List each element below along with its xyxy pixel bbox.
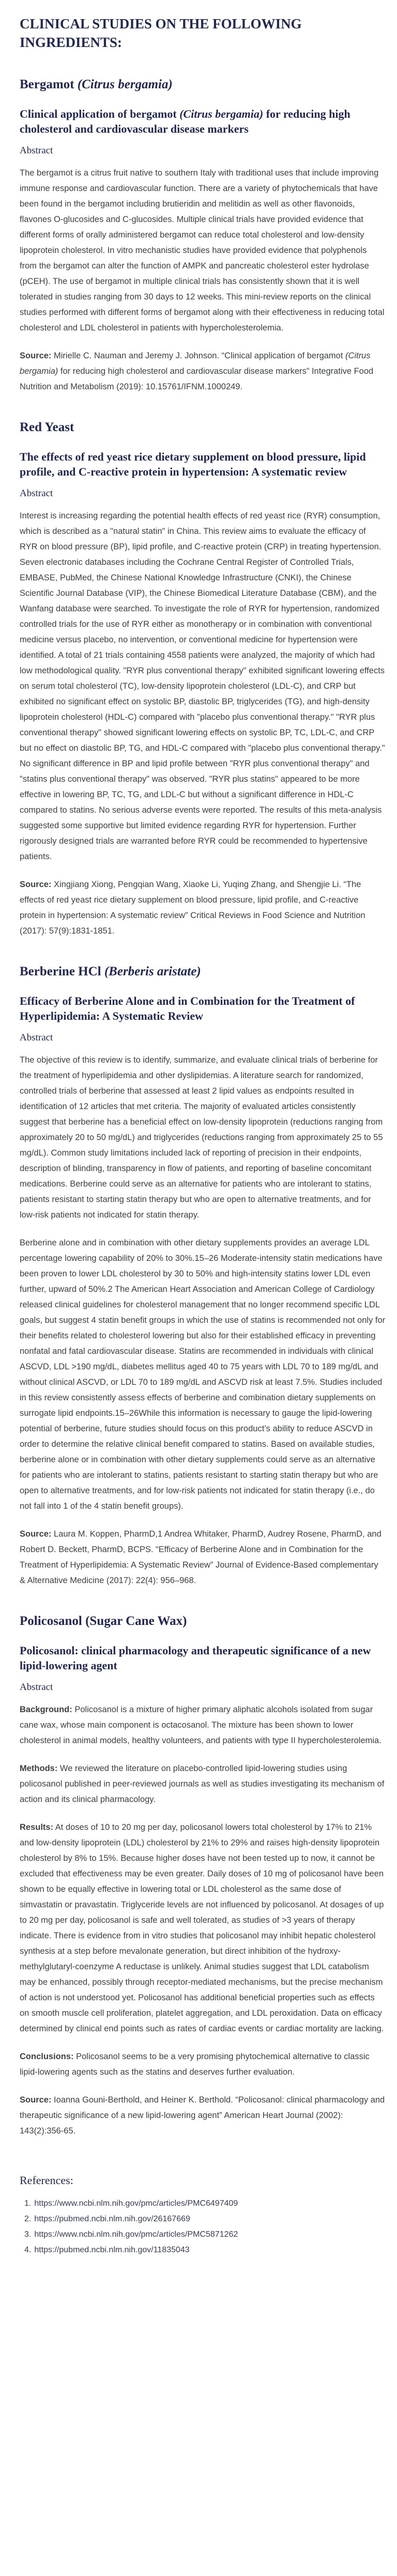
source-label: Source: xyxy=(20,880,52,889)
reference-number: 3. xyxy=(24,2230,32,2239)
page-title: CLINICAL STUDIES ON THE FOLLOWING INGREDIENTS: xyxy=(20,16,302,50)
bergamot-abstract-paragraph: The bergamot is a citrus fruit native to southern Italy with traditional uses that include improving immune response and cardiovascular function. There are a variety of phytochemicals that have been found in the bergamot including brutieridin and melitidin as well as other flavonoids, flavones O-glucosides and C-glucosides. Multiple clinical trials have provided evidence that different forms of orally administered bergamot can reduce total cholesterol and low-density lipoprotein cholesterol. In vitro mechanistic studies have provided evidence that polyphenols from the bergamot can alter the function of AMPK and pancreatic cholesterol ester hydrolase (pCEH). The use of bergamot in multiple clinical trials has consistently shown that it is well tolerated in studies ranging from 30 days to 12 weeks. This mini-review reports on the clinical studies performed with different forms of bergamot along with their effectiveness in reducing total cholesterol and LDL cholesterol in patients with hypercholesterolemia. xyxy=(20,168,385,333)
bergamot-source-post: for reducing high cholesterol and cardiovascular disease markers” Integrative Food Nutrition and Metabolism (2019): 10.15761/IFNM.1000249. xyxy=(20,367,374,391)
reference-url[interactable]: https://www.ncbi.nlm.nih.gov/pmc/articles/PMC6497409 xyxy=(34,2199,238,2208)
source-label: Source: xyxy=(20,2095,52,2105)
berberine-heading-latin: (Berberis aristate) xyxy=(104,965,201,978)
reference-number: 2. xyxy=(24,2215,32,2223)
red-yeast-source-text: Xingjiang Xiong, Pengqian Wang, Xiaoke Li, Yuqing Zhang, and Shengjie Li. “The effects of red yeast rice dietary supplement on blood pressure, lipid profile, and C-reactive protein in hypertension: A systematic review” Critical Reviews in Food Science and Nutrition (2017): 57(9):1831-1851. xyxy=(20,880,365,936)
source-label: Source: xyxy=(20,351,52,360)
policosanol-background-paragraph xyxy=(20,1702,386,1748)
berberine-heading-name: Berberine HCl xyxy=(20,965,104,978)
bergamot-title-latin: (Citrus bergamia) xyxy=(179,107,264,120)
reference-item xyxy=(20,2227,386,2242)
red-yeast-source-paragraph xyxy=(20,877,386,939)
bergamot-heading-latin: (Citrus bergamia) xyxy=(77,77,173,91)
bergamot-title-pre: Clinical application of bergamot xyxy=(20,107,180,120)
section-berberine xyxy=(20,963,386,1588)
bergamot-heading-name: Bergamot xyxy=(20,77,78,91)
berberine-paper-title: Efficacy of Berberine Alone and in Combination for the Treatment of Hyperlipidemia: A Systematic Review xyxy=(20,994,355,1022)
bergamot-source-pre: Mirielle C. Nauman and Jeremy J. Johnson. “Clinical application of bergamot xyxy=(51,351,346,360)
results-label: Results: xyxy=(20,1823,54,1832)
policosanol-background-text: Policosanol is a mixture of higher primary aliphatic alcohols isolated from sugar cane wax, whose main component is octacosanol. The mixture has been shown to lower cholesterol in animal models, healthy volunteers, and patients with type II hypercholesterolemia. xyxy=(20,1705,381,1745)
reference-item xyxy=(20,2211,386,2227)
reference-url[interactable]: https://pubmed.ncbi.nlm.nih.gov/26167669 xyxy=(34,2215,190,2223)
reference-item xyxy=(20,2242,386,2258)
policosanol-results-paragraph xyxy=(20,1820,386,2036)
policosanol-source-text: Ioanna Gouni-Berthold, and Heiner K. Berthold. “Policosanol: clinical pharmacology and therapeutic significance of a new lipid-lowering agent” American Heart Journal (2002): 143(2):356-65. xyxy=(20,2095,385,2136)
reference-item xyxy=(20,2196,386,2211)
section-policosanol xyxy=(20,1613,386,2139)
policosanol-results-text: At doses of 10 to 20 mg per day, policosanol lowers total cholesterol by 17% to 21% and low-density lipoprotein (LDL) cholesterol by 21% to 29% and raises high-density lipoprotein cholesterol by 8% to 15%. Because higher doses have not been tested up to now, it cannot be excluded that effectiveness may be even greater. Daily doses of 10 mg of policosanol have been shown to be equally effective in lowering total or LDL cholesterol as the same dose of simvastatin or pravastatin. Triglyceride levels are not influenced by policosanol. At dosages of up to 20 mg per day, policosanol is safe and well tolerated, as studies of >3 years of therapy indicate. There is evidence from in vitro studies that policosanol may inhibit hepatic cholesterol synthesis at a step before mevalonate generation, but direct inhibition of the hydroxy-methylglutaryl-coenzyme A reductase is unlikely. Animal studies suggest that LDL catabolism may be enhanced, possibly through receptor-mediated mechanisms, but the precise mechanism of action is not understood yet. Policosanol has additional beneficial properties such as effects on smooth muscle cell proliferation, platelet aggregation, and LDL peroxidation. Data on efficacy determined by clinical end points such as rates of cardiac events or cardiac mortality are lacking. xyxy=(20,1823,384,2033)
policosanol-source-paragraph xyxy=(20,2092,386,2139)
policosanol-conclusions-text: Policosanol seems to be a very promising phytochemical alternative to classic lipid-lowering agents such as the statins and deserves further evaluation. xyxy=(20,2052,370,2077)
red-yeast-abstract-paragraph: Interest is increasing regarding the potential health effects of red yeast rice (RYR) consumption, which is described as a "natural statin" in China. This review aims to evaluate the efficacy of RYR on blood pressure (BP), lipid profile, and C-reactive protein (CRP) in treating hypertension. Seven electronic databases including the Cochrane Central Register of Controlled Trials, EMBASE, PubMed, the Chinese National Knowledge Infrastructure (CNKI), the Chinese Scientific Journal Database (VIP), the Chinese Biomedical Literature Database (CBM), and the Wanfang database were searched. To investigate the role of RYR for hypertension, randomized controlled trials for the use of RYR either as monotherapy or in combination with conventional medicine versus placebo, no intervention, or conventional medicine for hypertension were identified. A total of 21 trials containing 4558 patients were analyzed, the majority of which had low methodological quality. "RYR plus conventional therapy" exhibited significant lowering effects on serum total cholesterol (TC), low-density lipoprotein cholesterol (LDL-C), and CRP but exhibited no significant effect on systolic BP, diastolic BP, triglycerides (TG), and high-density lipoprotein cholesterol (HDL-C) compared with "placebo plus conventional therapy." "RYR plus conventional therapy" showed significant lowering effects on systolic BP, TC, LDL-C, and CRP but no effect on diastolic BP, TG, and HDL-C compared with "placebo plus conventional therapy." No significant difference in BP and lipid profile between "RYR plus conventional therapy" and "statins plus conventional therapy" was observed. "RYR plus statins" appeared to be more effective in lowering BP, TC, TG, and LDL-C but without a significant difference in HDL-C compared to statins. No serious adverse events were reported. The results of this meta-analysis suggested some supportive but limited evidence regarding RYR for hypertension. Further rigorously designed trials are warranted before RYR could be recommended to hypertensive patients. xyxy=(20,511,385,861)
section-bergamot xyxy=(20,76,386,394)
policosanol-methods-text: We reviewed the literature on placebo-controlled lipid-lowering studies using policosanol published in peer-reviewed journals as well as studies investigating its mechanism of action and its clinical pharmacology. xyxy=(20,1764,385,1804)
berberine-source-paragraph xyxy=(20,1526,386,1588)
berberine-abstract-label: Abstract xyxy=(20,1032,53,1043)
red-yeast-paper-title: The effects of red yeast rice dietary supplement on blood pressure, lipid profile, and C-reactive protein in hypertension: A systematic review xyxy=(20,450,366,478)
red-yeast-abstract-label: Abstract xyxy=(20,488,53,499)
reference-number: 4. xyxy=(24,2246,32,2254)
conclusions-label: Conclusions: xyxy=(20,2052,74,2061)
berberine-abstract-paragraph-1: The objective of this review is to identify, summarize, and evaluate clinical trials of berberine for the treatment of hyperlipidemia and other dyslipidemias. A literature search for randomized, controlled trials of berberine that assessed at least 2 lipid values as endpoints resulted in identification of 12 articles that met criteria. The majority of evaluated articles consistently suggest that berberine has a beneficial effect on low-density lipoprotein (reductions ranging from approximately 20 to 50 mg/dL) and triglycerides (reductions ranging from approximately 25 to 55 mg/dL). Common study limitations included lack of reporting of precision in their endpoints, description of blinding, transparency in flow of patients, and reporting of baseline concomitant medications. Berberine could serve as an alternative for patients who are intolerant to statins, patients resistant to starting statin therapy but who are open to alternative treatments, and for low-risk patients not indicated for statin therapy. xyxy=(20,1055,383,1220)
berberine-abstract-paragraph-2: Berberine alone and in combination with other dietary supplements provides an average LDL percentage lowering capability of 20% to 30%.15–26 Moderate-intensity statin medications have been proven to lower LDL cholesterol by 30 to 50% and high-intensity statins lower LDL even further, upward of 50%.2 The American Heart Association and American College of Cardiology released clinical guidelines for cholesterol management that no longer recommend specific LDL goals, but suggest 4 statin benefit groups in which the use of statins is recommended not only for their benefits related to cholesterol lowering but also for their established efficacy in preventing nonfatal and fatal cardiovascular disease. Statins are recommended in individuals with clinical ASCVD, LDL >190 mg/dL, diabetes mellitus aged 40 to 75 years with LDL 70 to 189 mg/dL and without clinical ASCVD, or LDL 70 to 189 mg/dL and ASCVD risk at least 7.5%. Studies included in this review consistently assess effects of berberine and combination dietary supplements on surrogate lipid endpoints.15–26While this information is necessary to gauge the lipid-lowering potential of berberine, future studies should focus on this product’s ability to reduce ASCVD in order to determine the relative clinical benefit compared to statins. Based on available studies, berberine alone or in combination with other dietary supplements could serve as an alternative for patients who are intolerant to statins, patients resistant to starting statin therapy but who are open to alternative treatments, and for low-risk patients not indicated for statin therapy (i.e., do not fall into 1 of the 4 statin benefit groups). xyxy=(20,1238,386,1511)
bergamot-title-post: for reducing high cholesterol and cardiovascular disease markers xyxy=(20,107,350,135)
policosanol-abstract-label: Abstract xyxy=(20,1682,53,1693)
reference-url[interactable]: https://www.ncbi.nlm.nih.gov/pmc/articles/PMC5871262 xyxy=(34,2230,238,2239)
bergamot-source-paragraph xyxy=(20,348,386,394)
bergamot-section-heading xyxy=(20,76,386,93)
bergamot-source-latin: (Citrus bergamia) xyxy=(20,351,371,376)
source-label: Source: xyxy=(20,1529,52,1539)
background-label: Background: xyxy=(20,1705,72,1714)
bergamot-abstract-label: Abstract xyxy=(20,145,53,156)
berberine-section-heading xyxy=(20,963,386,980)
methods-label: Methods: xyxy=(20,1764,58,1773)
policosanol-section-heading: Policosanol (Sugar Cane Wax) xyxy=(20,1614,187,1628)
reference-number: 1. xyxy=(24,2199,32,2208)
policosanol-paper-title: Policosanol: clinical pharmacology and therapeutic significance of a new lipid-lowering agent xyxy=(20,1644,371,1672)
section-red-yeast xyxy=(20,419,386,939)
policosanol-conclusions-paragraph xyxy=(20,2049,386,2080)
references-heading: References: xyxy=(20,2174,73,2187)
document-content xyxy=(20,14,386,2258)
berberine-source-text: Laura M. Koppen, PharmD,1 Andrea Whitaker, PharmD, Audrey Rosene, PharmD, and Robert D. Beckett, PharmD, BCPS. “Efficacy of Berberine Alone and in Combination for the Treatment of Hyperlipidemia: A Systematic Review” Journal of Evidence-Based complementary & Alternative Medicine (2017): 22(4): 956–968. xyxy=(20,1529,381,1585)
red-yeast-section-heading: Red Yeast xyxy=(20,420,74,434)
reference-url[interactable]: https://pubmed.ncbi.nlm.nih.gov/11835043 xyxy=(34,2246,190,2254)
references-list xyxy=(20,2196,386,2258)
bergamot-paper-title xyxy=(20,106,386,136)
references-section xyxy=(20,2173,386,2258)
policosanol-methods-paragraph xyxy=(20,1761,386,1807)
